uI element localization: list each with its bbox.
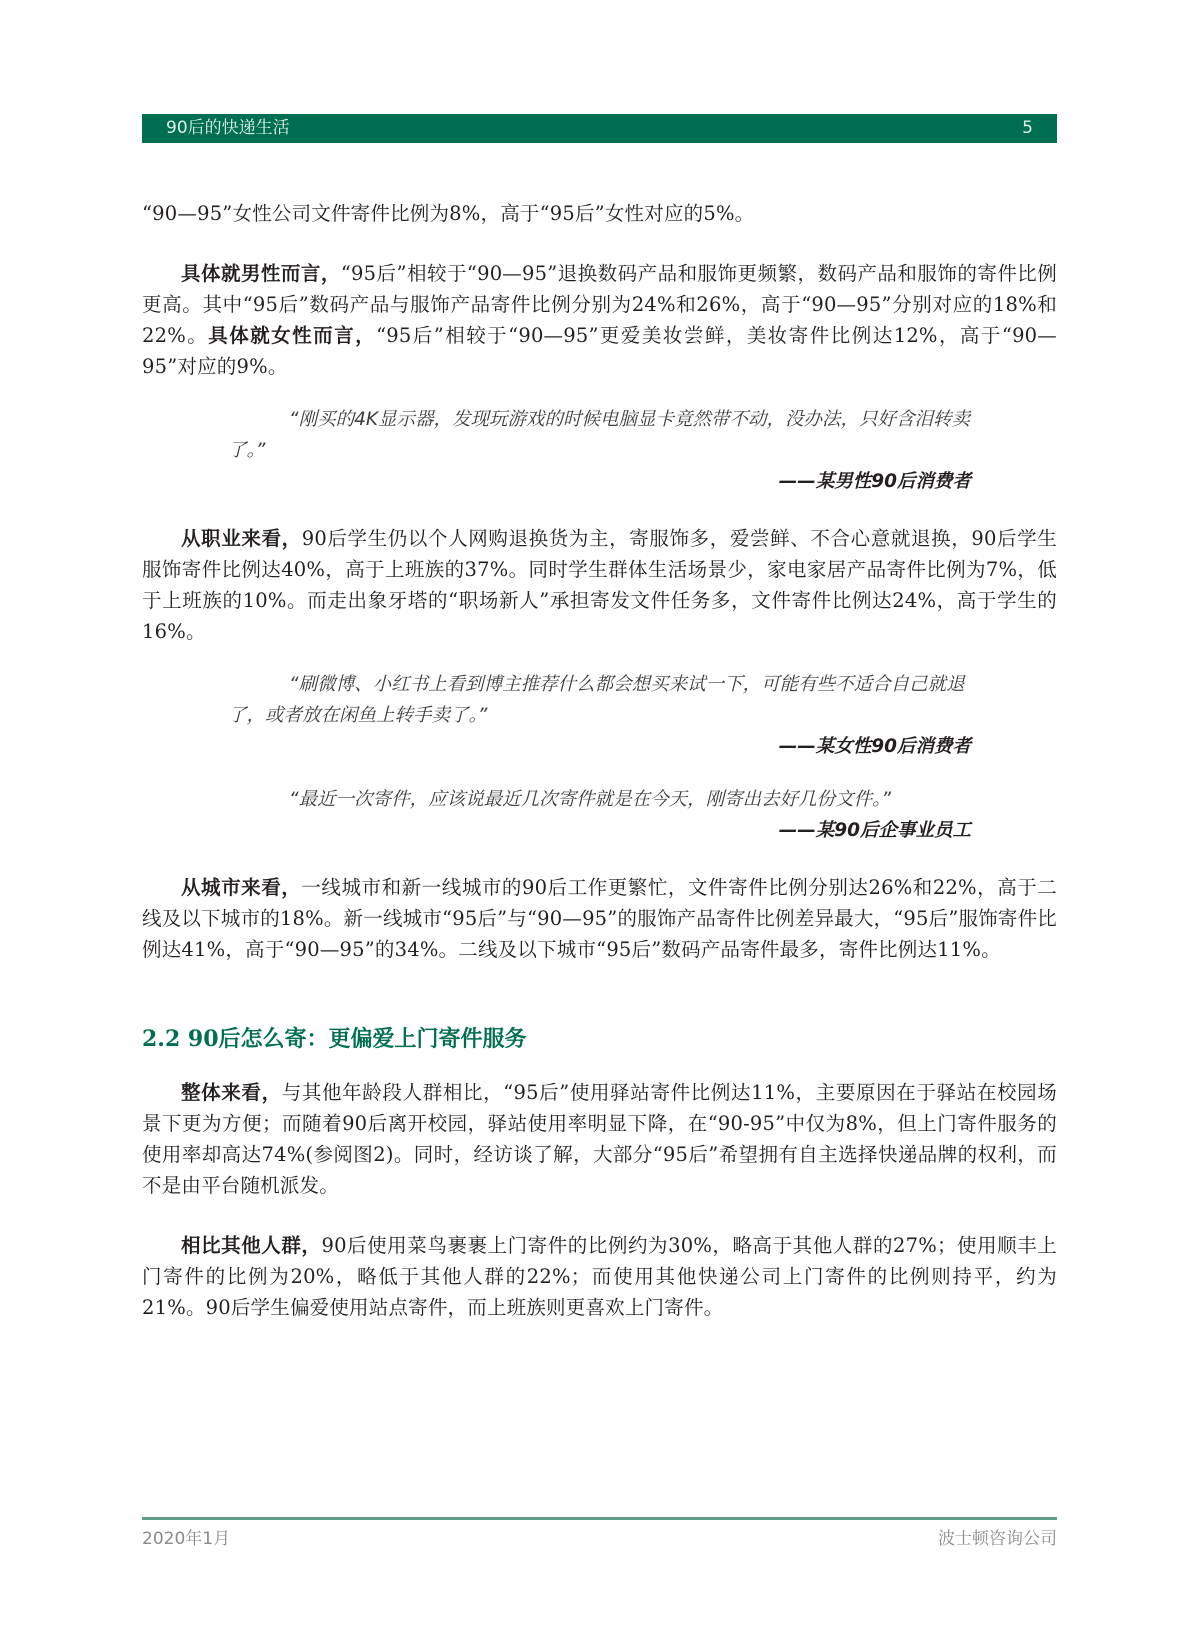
page-number: 5 (1022, 118, 1033, 138)
footer-date: 2020年1月 (142, 1529, 231, 1549)
paragraph-lead: 相比其他人群， (181, 1234, 322, 1257)
quote-enterprise-employee (142, 784, 1057, 846)
paragraph-text: “95后”相较于“90—95”更爱美妆尝鲜，美妆寄件比例达12%，高于“90—95”对应的9%。 (142, 324, 1057, 378)
quote-attribution: ——某女性90后消费者 (778, 736, 971, 757)
paragraph-text: 90后学生仍以个人网购退换货为主，寄服饰多，爱尝鲜、不合心意就退换，90后学生服饰寄件比例达40%，高于上班族的37%。同时学生群体生活场景少，家电家居产品寄件比例为7%，低于上班族的10%。而走出象牙塔的“职场新人”承担寄发文件任务多，文件寄件比例达24%，高于学生的16%。 (142, 527, 1058, 643)
running-header-title: 90后的快递生活 (166, 118, 290, 138)
paragraph-text: “95后”相较于“90—95”退换数码产品和服饰更频繁，数码产品和服饰的寄件比例更高。其中“95后”数码产品与服饰产品寄件比例分别为24%和26%，高于“90—95”分别对应的18%和22%。 (142, 262, 1057, 347)
document-page (142, 0, 1057, 1630)
paragraph-text: 90后使用菜鸟裹裹上门寄件的比例约为30%，略高于其他人群的27%；使用顺丰上门寄件的比例为20%，略低于其他人群的22%；而使用其他快递公司上门寄件的比例则持平，约为21%。90后学生偏爱使用站点寄件，而上班族则更喜欢上门寄件。 (142, 1234, 1057, 1319)
paragraph-lead: 整体来看， (181, 1081, 282, 1104)
paragraph-lead-female: 具体就女性而言， (208, 324, 377, 347)
quote-text: “刷微博、小红书上看到博主推荐什么都会想买来试一下，可能有些不适合自己就退了，或者放在闲鱼上转手卖了。” (228, 674, 965, 726)
quote-text: “刚买的4K显示器，发现玩游戏的时候电脑显卡竟然带不动，没办法，只好含泪转卖了。” (228, 409, 971, 461)
paragraph-text: 与其他年龄段人群相比，“95后”使用驿站寄件比例达11%，主要原因在于驿站在校园场景下更为方便；而随着90后离开校园，驿站使用率明显下降，在“90-95”中仅为8%，但上门寄件服务的使用率却高达74%(参阅图2)。同时，经访谈了解，大部分“95后”希望拥有自主选择快递品牌的权利，而不是由平台随机派发。 (142, 1081, 1057, 1197)
running-header (142, 114, 1057, 143)
paragraph-text: “90—95”女性公司文件寄件比例为8%，高于“95后”女性对应的5%。 (142, 202, 755, 225)
quote-attribution: ——某90后企事业员工 (778, 820, 971, 841)
paragraph-occupation (142, 523, 1057, 647)
quote-attribution: ——某男性90后消费者 (778, 471, 971, 492)
footer-company: 波士顿咨询公司 (938, 1529, 1057, 1549)
paragraph-continued (142, 198, 1057, 229)
section-heading: 2.2 90后怎么寄：更偏爱上门寄件服务 (142, 1026, 527, 1052)
paragraph-gender (142, 258, 1057, 382)
page-content (142, 198, 1057, 1323)
quote-female-consumer (142, 669, 1057, 762)
paragraph-overall (142, 1077, 1057, 1201)
paragraph-text: 一线城市和新一线城市的90后工作更繁忙，文件寄件比例分别达26%和22%，高于二线及以下城市的18%。新一线城市“95后”与“90—95”的服饰产品寄件比例差异最大，“95后”服饰寄件比例达41%，高于“90—95”的34%。二线及以下城市“95后”数码产品寄件最多，寄件比例达11%。 (142, 876, 1058, 961)
quote-text: “最近一次寄件，应该说最近几次寄件就是在今天，刚寄出去好几份文件。” (289, 789, 891, 810)
paragraph-city (142, 872, 1057, 965)
footer-divider (142, 1517, 1057, 1520)
paragraph-lead: 从职业来看， (181, 527, 302, 550)
paragraph-lead: 从城市来看， (181, 876, 302, 899)
paragraph-lead-male: 具体就男性而言， (181, 262, 341, 285)
paragraph-comparison (142, 1230, 1057, 1323)
quote-male-consumer (142, 404, 1057, 497)
